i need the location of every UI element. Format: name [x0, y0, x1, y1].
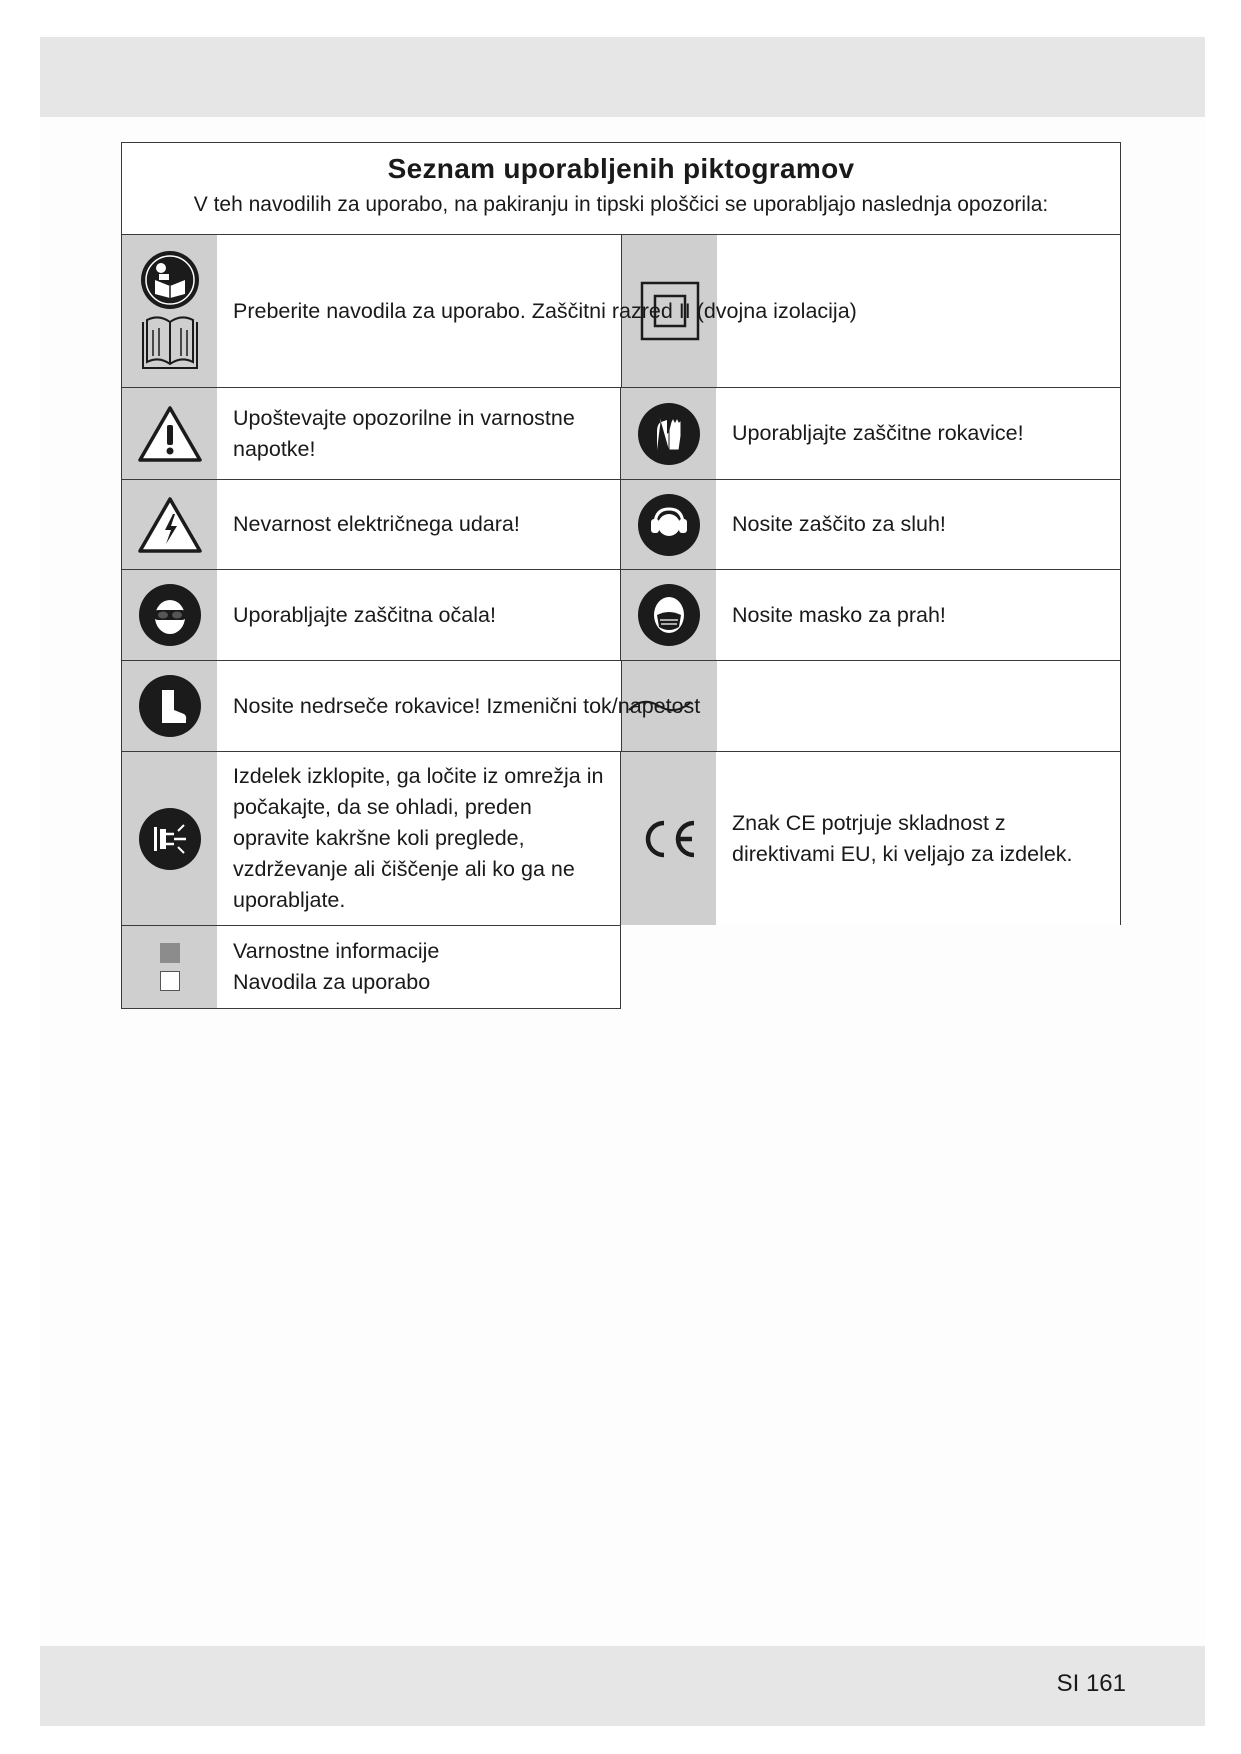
cell-text: Izdelek izklopite, ga ločite iz omrežja in počakajte, da se ohladi, preden opravite kakršne koli preglede, vzdrževanje ali čiščenje ali ko ga ne uporabljate.	[233, 764, 604, 912]
safety-boots-text: Nosite nedrseče rokavice! Izmenični tok/napetost	[233, 693, 701, 718]
table-row	[121, 234, 1121, 387]
legend-manual: Navodila za uporabo	[233, 970, 431, 994]
legend-row	[121, 925, 1121, 1009]
cell-right	[621, 752, 1120, 925]
safety-boots-icon	[122, 661, 217, 751]
cell-text: Upoštevajte opozorilne in varnostne napotke!	[233, 405, 575, 461]
page-number: SI 161	[1056, 1670, 1126, 1697]
legend-text	[217, 926, 620, 1008]
cell-text: Nevarnost električnega udara!	[233, 512, 520, 536]
table-row	[121, 751, 1121, 925]
legend-safety-info: Varnostne informacije	[233, 939, 440, 963]
cell-right	[621, 570, 1120, 660]
warning-triangle-icon	[122, 388, 217, 479]
table-header	[121, 142, 1121, 234]
table-row	[121, 660, 1121, 751]
cell-left	[122, 661, 701, 751]
top-band	[40, 37, 1205, 117]
ear-protection-icon	[621, 480, 716, 569]
table-row	[121, 479, 1121, 569]
table-title: Seznam uporabljenih piktogramov	[387, 153, 855, 184]
read-manual-icon	[122, 235, 217, 387]
bottom-band	[40, 1646, 1205, 1726]
cell-left	[122, 752, 621, 925]
ce-mark-icon	[621, 752, 716, 925]
cell-text: Nosite zaščito za sluh!	[732, 512, 946, 536]
cell-text: Uporabljajte zaščitne rokavice!	[732, 421, 1024, 445]
cell-text: Nosite masko za prah!	[732, 602, 946, 627]
cell-right	[621, 480, 1120, 569]
unplug-icon	[122, 752, 217, 925]
cell-left	[122, 570, 621, 660]
legend-cell	[121, 925, 621, 1009]
manual-swatch-icon	[160, 971, 180, 991]
dust-mask-icon	[621, 570, 716, 660]
table-row	[121, 569, 1121, 660]
cell-left	[122, 480, 621, 569]
cell-text: Uporabljajte zaščitna očala!	[233, 602, 496, 627]
cell-left	[122, 235, 857, 387]
pictogram-table	[121, 142, 1121, 1009]
legend-icons	[122, 926, 217, 1008]
gloves-icon	[621, 388, 716, 479]
safety-info-swatch-icon	[160, 943, 180, 963]
cell-right	[621, 388, 1120, 479]
safety-goggles-icon	[122, 570, 217, 660]
cell-left	[122, 388, 621, 479]
table-subtitle: V teh navodilih za uporabo, na pakiranju in tipski ploščici se uporabljajo naslednja opozorila:	[193, 193, 1049, 216]
table-row	[121, 387, 1121, 479]
electric-shock-icon	[122, 480, 217, 569]
cell-text	[717, 661, 1120, 751]
read-manual-text: Preberite navodila za uporabo. Zaščitni razred II (dvojna izolacija)	[233, 298, 857, 323]
cell-text: Znak CE potrjuje skladnost z direktivami EU, ki veljajo za izdelek.	[732, 810, 1073, 866]
